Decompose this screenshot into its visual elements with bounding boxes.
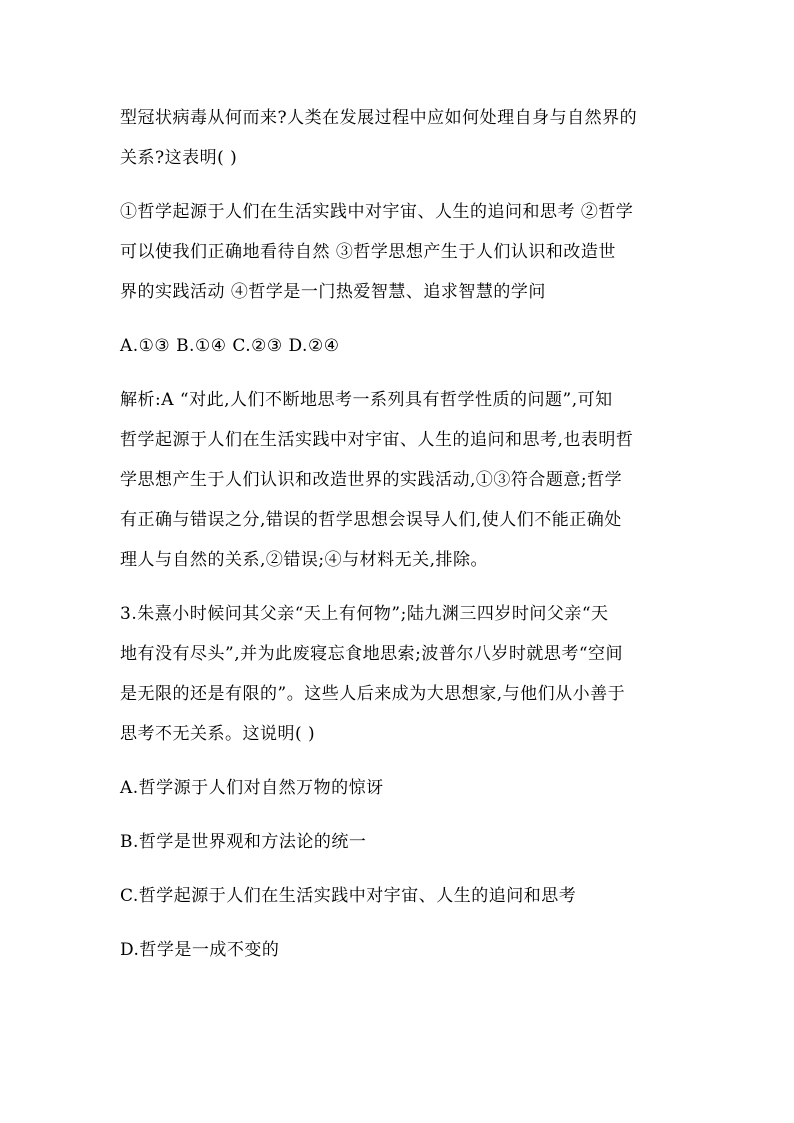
analysis-line: 理人与自然的关系,②错误;④与材料无关,排除。 (120, 550, 489, 570)
question-line: 地有没有尽头”,并为此废寝忘食地思索;波普尔八岁时就思考“空间 (120, 644, 624, 664)
question-line: 3.朱熹小时候问其父亲“天上有何物”;陆九渊三四岁时问父亲“天 (120, 604, 609, 624)
statement-line: 界的实践活动 ④哲学是一门热爱智慧、追求智慧的学问 (120, 282, 546, 302)
analysis-line: 解析:A “对此,人们不断地思考一系列具有哲学性质的问题”,可知 (120, 390, 613, 410)
question-line: 关系?这表明( ) (120, 148, 238, 168)
option-a (120, 768, 694, 808)
option-a-text: A.哲学源于人们对自然万物的惊讶 (120, 778, 384, 798)
option-b-text: B.哲学是世界观和方法论的统一 (120, 832, 367, 852)
analysis-line: 哲学起源于人们在生活实践中对宇宙、人生的追问和思考,也表明哲 (120, 430, 634, 450)
analysis-line: 有正确与错误之分,错误的哲学思想会误导人们,使人们不能正确处 (120, 510, 622, 530)
question-stem-continuation (120, 98, 694, 178)
option-c (120, 876, 694, 916)
option-d (120, 930, 694, 970)
statement-line: 可以使我们正确地看待自然 ③哲学思想产生于人们认识和改造世 (120, 242, 616, 262)
answer-options (120, 326, 694, 366)
option-d-text: D.哲学是一成不变的 (120, 940, 280, 960)
statement-line: ①哲学起源于人们在生活实践中对宇宙、人生的追问和思考 ②哲学 (120, 202, 634, 222)
analysis-paragraph (120, 380, 694, 580)
question-line: 型冠状病毒从何而来?人类在发展过程中应如何处理自身与自然界的 (120, 108, 638, 128)
question-line: 思考不无关系。这说明( ) (120, 724, 316, 744)
question-line: 是无限的还是有限的”。这些人后来成为大思想家,与他们从小善于 (120, 684, 626, 704)
question-3-stem (120, 594, 694, 754)
option-c-text: C.哲学起源于人们在生活实践中对宇宙、人生的追问和思考 (120, 886, 577, 906)
analysis-line: 学思想产生于人们认识和改造世界的实践活动,①③符合题意;哲学 (120, 470, 623, 490)
statement-list (120, 192, 694, 312)
options-line: A.①③ B.①④ C.②③ D.②④ (120, 336, 340, 356)
option-b (120, 822, 694, 862)
